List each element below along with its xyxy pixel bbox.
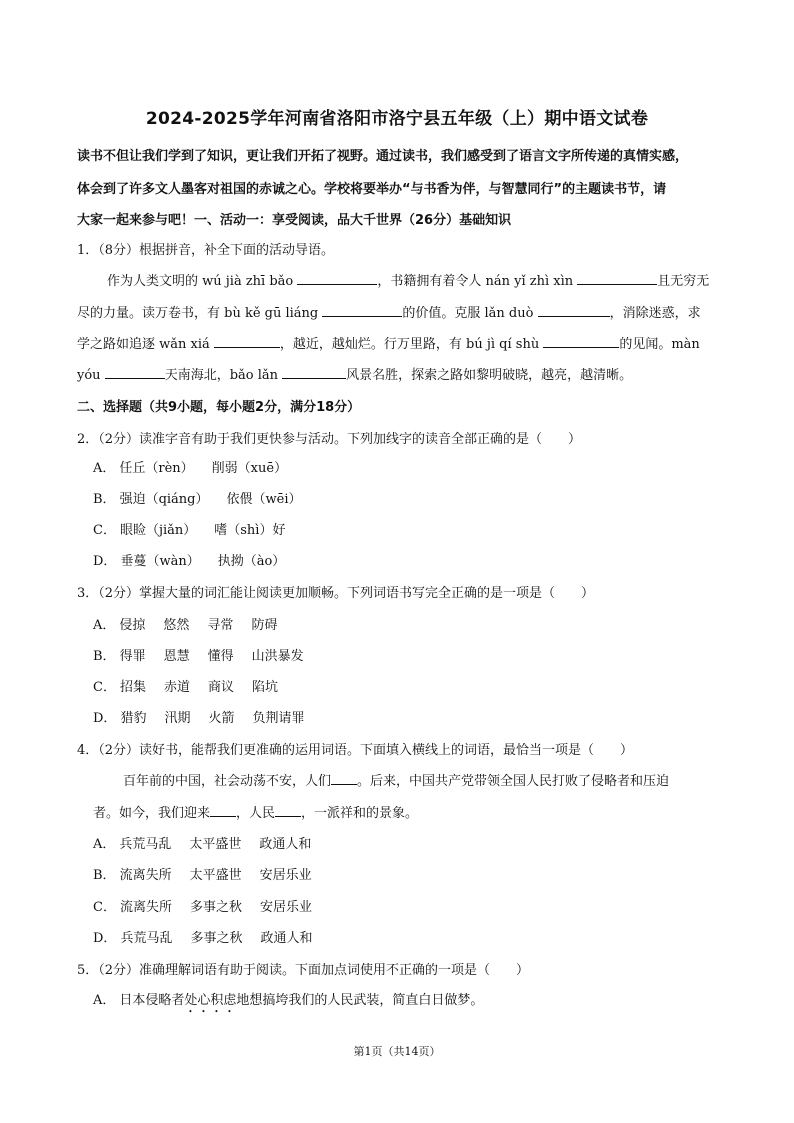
q2-option-d[interactable]: D． 垂蔓（wàn） 执拗（ào） — [93, 554, 286, 569]
q3-option-b[interactable]: B． 得罪 恩慧 懂得 山洪暴发 — [93, 649, 304, 664]
q3-option-c[interactable]: C． 招集 赤道 商议 陷坑 — [93, 680, 279, 695]
q1-stem: 1．（8分）根据拼音，补全下面的活动导语。 — [77, 243, 335, 258]
q4-stem: 4．（2分）读好书，能帮我们更准确的运用词语。下面填入横线上的词语，最恰当一项是（ ） — [77, 743, 634, 758]
q1-line-3: 学之路如追逐 wǎn xiá ，越近，越灿烂。行万里路，有 bú jì qí shù 的见闻。màn — [77, 337, 700, 352]
page-footer: 第1页（共14页） — [353, 1045, 441, 1058]
q4-option-a[interactable]: A． 兵荒马乱 太平盛世 政通人和 — [93, 837, 312, 852]
q1-line-2: 尽的力量。读万卷书，有 bù kě gū liáng 的价值。克服 lǎn duò ，消除迷惑，求 — [77, 306, 701, 321]
q2-stem: 2．（2分）读准字音有助于我们更快参与活动。下列加线字的读音全部正确的是（ ） — [77, 432, 582, 447]
q1-line-1: 作为人类文明的 wú jià zhī bǎo ，书籍拥有着令人 nán yǐ zhì xìn 且无穷无 — [107, 274, 710, 289]
q5-option-a[interactable]: A． 日本侵略者处心积虑地想搞垮我们的人民武装，简直白日做梦。 — [93, 993, 484, 1008]
dotted-word: 处心积虑 — [184, 993, 237, 1008]
q4-option-c[interactable]: C． 流离失所 多事之秋 安居乐业 — [93, 900, 312, 915]
q1-line-4: yóu 天南海北，bǎo lǎn 风景名胜，探索之路如黎明破晓，越亮，越清晰。 — [77, 368, 633, 383]
q3-option-d[interactable]: D． 猎豹 汛期 火箭 负荆请罪 — [93, 711, 305, 726]
q2-option-a[interactable]: A． 任丘（rèn） 削弱（xuē） — [93, 461, 288, 476]
section-2-heading: 二、选择题（共9小题，每小题2分，满分18分） — [77, 400, 361, 415]
intro-line-2: 体会到了许多文人墨客对祖国的赤诚之心。学校将要举办“与书香为伴，与智慧同行”的主题读书节，请 — [77, 182, 667, 197]
q4-passage-line-1: 百年前的中国，社会动荡不安，人们 。后来，中国共产党带领全国人民打败了侵略者和压迫 — [123, 774, 670, 789]
q5-stem: 5．（2分）准确理解词语有助于阅读。下面加点词使用不正确的一项是（ ） — [77, 963, 530, 978]
q4-option-b[interactable]: B． 流离失所 太平盛世 安居乐业 — [93, 868, 312, 883]
q4-option-d[interactable]: D． 兵荒马乱 多事之秋 政通人和 — [93, 931, 313, 946]
intro-line-3: 大家一起来参与吧！一、活动一：享受阅读，品大千世界（26分）基础知识 — [77, 213, 512, 228]
intro-line-1: 读书不但让我们学到了知识，更让我们开拓了视野。通过读书，我们感受到了语言文字所传递的真情实感， — [77, 149, 689, 164]
page-title: 2024-2025学年河南省洛阳市洛宁县五年级（上）期中语文试卷 — [145, 109, 649, 129]
q3-option-a[interactable]: A． 侵掠 悠然 寻常 防碍 — [93, 618, 278, 633]
q2-option-c[interactable]: C． 眼睑（jiǎn） 嗜（shì）好 — [93, 523, 286, 538]
q3-stem: 3．（2分）掌握大量的词汇能让阅读更加顺畅。下列词语书写完全正确的是一项是（ ） — [77, 586, 595, 601]
q4-passage-line-2: 者。如今，我们迎来 ，人民 ，一派祥和的景象。 — [93, 806, 419, 821]
q2-option-b[interactable]: B． 强迫（qiáng） 依偎（wēi） — [93, 492, 302, 507]
